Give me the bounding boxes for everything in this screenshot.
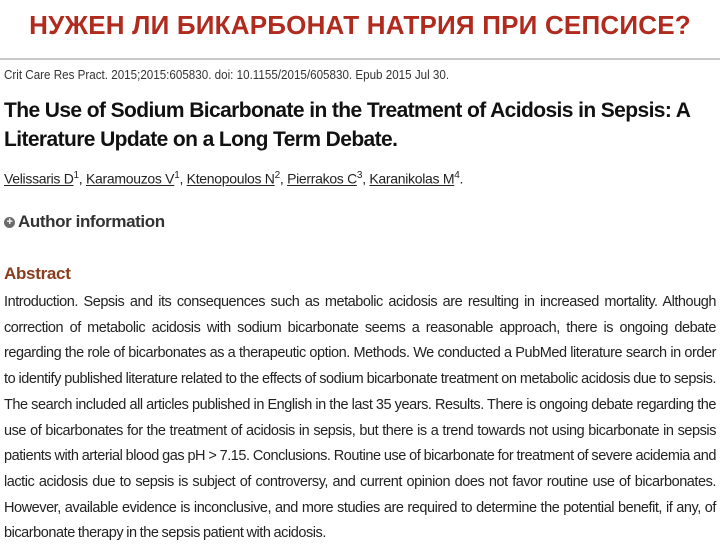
slide-title: НУЖЕН ЛИ БИКАРБОНАТ НАТРИЯ ПРИ СЕПСИСЕ? (29, 10, 691, 40)
citation: Crit Care Res Pract. 2015;2015:605830. doi: 10.1155/2015/605830. Epub 2015 Jul 30. (4, 68, 450, 82)
abstract-text: Introduction. Sepsis and its consequences such as metabolic acidosis are resulting in increased mortality. Although correction of metabolic acidosis with sodium bicarbonate seems a reasonable approach, there is ongoing debate regarding the role of bicarbonates as a therapeutic option. Methods. We conducted a PubMed literature search in order to identify published literature related to the effects of sodium bicarbonate treatment on metabolic acidosis due to sepsis. The search included all articles published in English in the last 35 years. Results. There is ongoing debate regarding the use of bicarbonates for the treatment of acidosis in sepsis, but there is a trend towards not using bicarbonate in sepsis patients with arterial blood gas pH > 7.15. Conclusions. Routine use of bicarbonate for treatment of severe acidemia and lactic acidosis due to sepsis is subject of controversy, and current opinion does not favor routine use of bicarbonates. However, available evidence is inconclusive, and more studies are required to determine the potential benefit, if any, of bicarbonate therapy in the sepsis patient with acidosis. (4, 294, 716, 542)
author-affiliation: 2 (274, 170, 280, 181)
author-link[interactable]: Velissaris D (4, 170, 74, 187)
author-link[interactable]: Pierrakos C (287, 170, 357, 187)
author-affiliation: 3 (356, 170, 363, 181)
pubmed-screenshot (4, 64, 716, 542)
author-link[interactable]: Ktenopoulos N (186, 170, 275, 187)
author-list: Velissaris $D^1$, Karamouzos $V^1$, Ktenopoulos $N^2$, Pierrakos $C^3$, Karanikolas $M^4$. (4, 170, 464, 187)
author-information-label: Author information (18, 212, 165, 231)
article-title: The Use of Sodium Bicarbonate in the Treatment of Acidosis in Sepsis: A Literature Update on a Long Term Debate. (4, 99, 690, 151)
author-affiliation: 4 (454, 170, 460, 181)
author-link[interactable]: Karanikolas M (369, 170, 455, 187)
title-divider (0, 58, 720, 60)
plus-circle-icon: + (4, 217, 15, 228)
abstract-heading: Abstract (4, 264, 71, 283)
author-affiliation: 1 (174, 170, 180, 181)
author-information-toggle[interactable] (4, 212, 165, 232)
author-affiliation: 1 (73, 170, 79, 181)
author-link[interactable]: Karamouzos V (85, 170, 175, 187)
